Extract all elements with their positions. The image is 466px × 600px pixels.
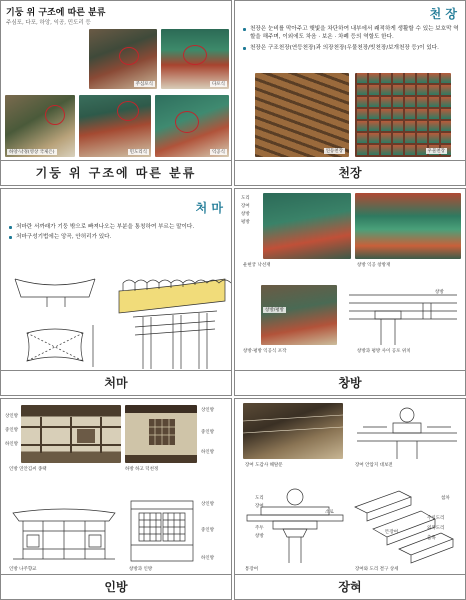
janghyeo-tag-chulmok: 출목 bbox=[427, 536, 436, 541]
inbang-tag-4: 상인방 bbox=[201, 408, 215, 413]
cell-janghyeo bbox=[234, 398, 466, 600]
bracket-highlight-ikgong bbox=[175, 111, 199, 133]
inbang-door-drawing bbox=[127, 497, 197, 565]
changbang-note-3: 창방·평방 익공식 포작 bbox=[243, 349, 287, 354]
eaves-caption: 처마 bbox=[1, 370, 231, 395]
cell-inbang bbox=[0, 398, 232, 600]
inbang-tag-1: 상인방 bbox=[5, 414, 19, 419]
changbang-note-4: 창방과 평방 사이 공포 위치 bbox=[357, 349, 411, 354]
bracket-label-ikgong: 익공식 bbox=[211, 150, 225, 155]
janghyeo-beam-overlay bbox=[243, 403, 343, 459]
bracket-photo-haang bbox=[5, 95, 75, 157]
changbang-photo-3 bbox=[261, 285, 337, 345]
bracket-highlight-dapo bbox=[183, 45, 207, 65]
bracket-highlight-mindori bbox=[117, 101, 139, 121]
inbang-caption: 인방 bbox=[1, 574, 231, 599]
changbang-tag-changbang-pyeongbang: 창방/평방 bbox=[265, 308, 284, 313]
janghyeo-tag-dori: 도리 bbox=[255, 496, 264, 501]
inbang-photo-1 bbox=[21, 405, 121, 463]
cell-ceiling bbox=[234, 0, 466, 186]
ceiling-label-yeondeung: 연등천장 bbox=[325, 149, 343, 154]
eaves-bullet-list bbox=[7, 223, 227, 244]
bracket-caption: 기둥 위 구조에 따른 분류 bbox=[1, 160, 231, 185]
inbang-tag-5: 중인방 bbox=[201, 430, 215, 435]
ceiling-photo-umul bbox=[355, 73, 451, 157]
janghyeo-joint-drawing bbox=[353, 403, 461, 461]
inbang-tag-9: 하인방 bbox=[201, 556, 215, 561]
inbang-note-3: 인방 나주향교 bbox=[9, 567, 37, 572]
bracket-label-jusimpo: 주심포식 bbox=[135, 82, 153, 87]
eaves-panel bbox=[1, 189, 231, 373]
inbang-note-2: 하방 하고 덕천정 bbox=[125, 467, 159, 472]
bracket-highlight-jusimpo bbox=[119, 47, 139, 65]
ceiling-label-umul: 우물천장 bbox=[427, 149, 445, 154]
changbang-tag-jangyeo: 장여 bbox=[241, 204, 250, 209]
inbang-tag-8: 중인방 bbox=[201, 528, 215, 533]
janghyeo-tag-cheomcha: 첨차 bbox=[441, 496, 450, 501]
inbang-note-4: 창방과 인방 bbox=[129, 567, 153, 572]
ceiling-panel bbox=[235, 1, 465, 161]
inbang-elevation-drawing bbox=[9, 499, 119, 565]
janghyeo-photo-1 bbox=[243, 403, 343, 459]
bracket-label-dapo: 다포식 bbox=[211, 82, 225, 87]
bracket-title: 기둥 위 구조에 따른 분류 bbox=[6, 8, 106, 18]
eaves-bullet: 처마란 서까래가 기둥 밖으로 빠져나오는 부분을 통칭하여 부르는 말이다. bbox=[7, 223, 227, 231]
bracket-label-mindori: 민도리식 bbox=[129, 150, 147, 155]
inbang-window bbox=[125, 405, 197, 463]
janghyeo-note-3: 통장여 bbox=[245, 567, 259, 572]
changbang-panel bbox=[235, 189, 465, 373]
eaves-section-title: 처 마 bbox=[195, 201, 223, 215]
ceiling-photo-yeondeung bbox=[255, 73, 349, 157]
inbang-note-1: 인방 연안김씨 종택 bbox=[9, 467, 47, 472]
janghyeo-tag-changbang: 창방 bbox=[255, 534, 264, 539]
changbang-tag-dori: 도리 bbox=[241, 196, 250, 201]
janghyeo-tag-tteunjangyeo: 뜬장여 bbox=[385, 530, 399, 535]
janghyeo-note-4: 장여와 도리 결구 상세 bbox=[355, 567, 399, 572]
inbang-wall-grid bbox=[21, 405, 121, 463]
bracket-highlight-haang bbox=[45, 105, 65, 125]
inbang-tag-3: 하인방 bbox=[5, 442, 19, 447]
bracket-panel bbox=[1, 1, 231, 161]
bracket-photo-jusimpo bbox=[89, 29, 157, 89]
ceiling-caption: 천장 bbox=[235, 160, 465, 185]
janghyeo-tag-judu: 주두 bbox=[255, 526, 264, 531]
janghyeo-tag-soro: 소로 bbox=[325, 510, 334, 515]
inbang-tag-6: 하인방 bbox=[201, 450, 215, 455]
inbang-tag-7: 상인방 bbox=[201, 502, 215, 507]
ceiling-bullet: 천장은 구조천장(연등천장)과 의장천장(우물천장/빗천장/보개천장 등)이 있다. bbox=[241, 44, 461, 52]
changbang-photo-1 bbox=[263, 193, 351, 259]
janghyeo-tag-jangyeo: 장여 bbox=[255, 504, 264, 509]
bracket-photo-mindori bbox=[79, 95, 151, 157]
changbang-caption: 창방 bbox=[235, 370, 465, 395]
changbang-tag-changbang: 창방 bbox=[241, 212, 250, 217]
janghyeo-note-2: 장여 안압지 대보전 bbox=[355, 463, 393, 468]
bracket-photo-dapo bbox=[161, 29, 229, 89]
changbang-note-1: 운현궁 낙선재 bbox=[243, 263, 271, 268]
changbang-tag-changbang-2: 창방 bbox=[435, 290, 444, 295]
janghyeo-note-1: 장여 도갑사 해탈문 bbox=[245, 463, 283, 468]
janghyeo-panel bbox=[235, 399, 465, 577]
bracket-photo-ikgong bbox=[155, 95, 229, 157]
inbang-photo-2 bbox=[125, 405, 197, 463]
janghyeo-caption: 장혀 bbox=[235, 574, 465, 599]
inbang-tag-2: 중인방 bbox=[5, 428, 19, 433]
eaves-curve-diagram bbox=[7, 263, 107, 371]
cell-bracket bbox=[0, 0, 232, 186]
eaves-bullet: 처마구성기법에는 앙곡, 안허리가 있다. bbox=[7, 233, 227, 241]
ceiling-bullet-list bbox=[241, 25, 461, 54]
eaves-roof-drawing bbox=[113, 261, 229, 371]
ceiling-bullet: 천장은 눈비를 막아주고 햇빛을 차단하여 내부에서 쾌적하게 생활할 수 있는 보호막 역할을 해주며, 이외에도 차음 · 보온 · 차폐 등의 역할도 한다. bbox=[241, 25, 461, 42]
ceiling-section-title: 천 장 bbox=[429, 7, 457, 21]
bracket-label-haang: 하앙·낙경(영상 국제은) bbox=[9, 150, 55, 155]
changbang-photo-2 bbox=[355, 193, 461, 259]
janghyeo-tag-oemok: 외목도리 bbox=[427, 526, 445, 531]
inbang-panel bbox=[1, 399, 231, 577]
changbang-note-2: 창방 익공 창방재 bbox=[357, 263, 391, 268]
cell-changbang bbox=[234, 188, 466, 396]
bracket-subtitle: 주심포, 다포, 하앙, 익공, 민도리 등 bbox=[6, 20, 91, 26]
janghyeo-tag-jusim: 주심도리 bbox=[427, 516, 445, 521]
changbang-tag-pyeongbang: 평방 bbox=[241, 220, 250, 225]
cell-eaves bbox=[0, 188, 232, 396]
